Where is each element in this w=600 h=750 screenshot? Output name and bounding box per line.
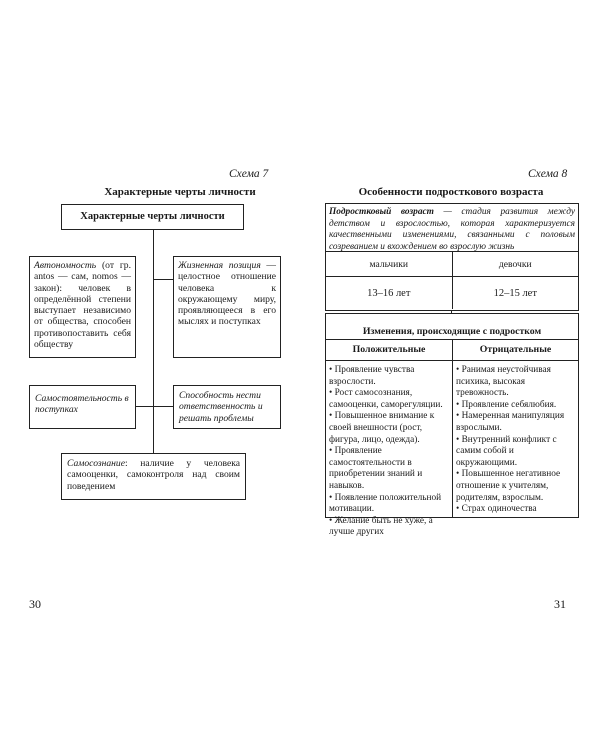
- negative-item: • Намеренная манипуляция взрослыми.: [456, 411, 576, 434]
- negative-item: • Внутренний конфликт с самим собой и окружающими.: [456, 435, 576, 470]
- column-divider: [452, 360, 453, 518]
- connector-middle: [136, 406, 173, 407]
- changes-box: [325, 313, 579, 538]
- boys-label: мальчики: [326, 252, 452, 277]
- positive-item: • Повышенное внимание к своей внешности (рост, фигура, лицо, одежда).: [329, 411, 449, 446]
- schema-8-title: Особенности подросткового возраста: [358, 186, 544, 198]
- negative-header: Отрицательные: [453, 340, 578, 361]
- autonomy-box: Автономность (от гр. antos — сам, nomos — закон): человек в определённой степени выступает независимо от общества, способен противопоставить себя обществу: [29, 256, 136, 358]
- negative-item: • Проявление себялюбия.: [456, 400, 576, 412]
- negative-item: • Повышенное негативное отношение к учителям, родителям, взрослым.: [456, 469, 576, 504]
- age-table: [326, 251, 578, 309]
- girls-label: девочки: [452, 252, 578, 277]
- positive-item: • Рост самосознания, самооценки, саморегуляции.: [329, 388, 449, 411]
- definition-box: Подростковый возраст — стадия развития между детством и взрослостью, которая характеризуется качественными изменениями, связанными с половым созреванием и вхождением во взрослую жизнь мальчики девочки 13–16 лет 12–15 лет: [325, 203, 579, 311]
- negative-list: [456, 365, 576, 516]
- schema-7-title: Характерные черты личности: [104, 186, 256, 198]
- schema-8-label: Схема 8: [528, 168, 568, 180]
- life-position-box: Жизненная позиция — целостное отношение человека к окружающему миру, проявляющееся в его мыслях и поступках: [173, 256, 281, 358]
- girls-age: 12–15 лет: [452, 277, 578, 310]
- boys-age: 13–16 лет: [326, 277, 452, 310]
- independence-box: Самостоятельность в поступках: [29, 385, 136, 429]
- positive-header: Положительные: [326, 340, 453, 361]
- positive-item: • Проявление самостоятельности в приобретении знаний и навыков.: [329, 446, 449, 492]
- responsibility-box: Способность нести ответственность и решать проблемы: [173, 385, 281, 429]
- changes-title: Изменения, происходящие с подростком: [326, 325, 578, 340]
- negative-item: • Ранимая неустойчивая психика, высокая тревожность.: [456, 365, 576, 400]
- positive-list: [329, 365, 449, 539]
- page-number-left: 30: [29, 597, 41, 611]
- connector-top: [153, 279, 173, 280]
- top-box: Характерные черты личности: [61, 204, 244, 230]
- negative-item: • Страх одиночества: [456, 504, 576, 516]
- positive-item: • Желание быть не хуже, а лучше других: [329, 516, 449, 539]
- page-number-right: 31: [554, 597, 566, 611]
- schema-7-label: Схема 7: [229, 168, 269, 180]
- positive-item: • Появление положительной мотивации.: [329, 493, 449, 516]
- vertical-spine: [153, 229, 154, 454]
- self-awareness-box: Самосознание: наличие у человека самооценки, самоконтроля над своим поведением: [61, 453, 246, 500]
- positive-item: • Проявление чувства взрослости.: [329, 365, 449, 388]
